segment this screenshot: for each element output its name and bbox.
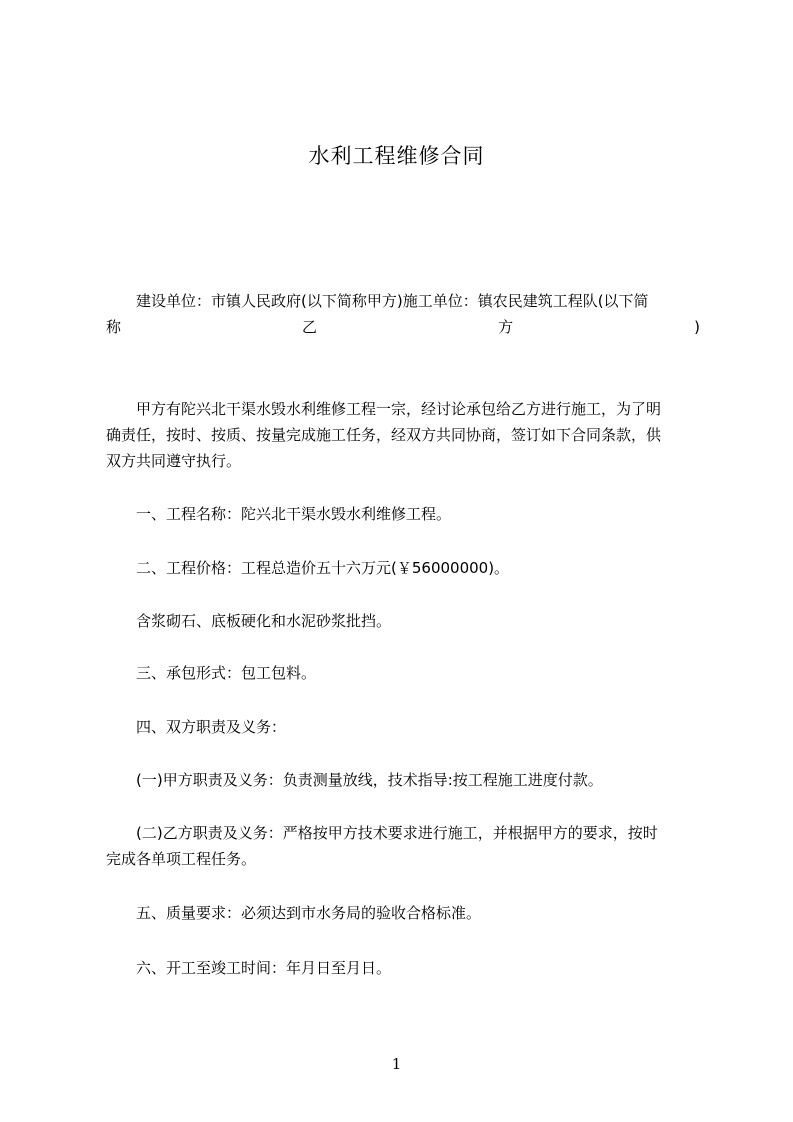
clause-4-1: (一)甲方职责及义务：负责测量放线，技术指导:按工程施工进度付款。	[136, 771, 603, 789]
parties-line-2-part: 方	[498, 318, 514, 336]
parties-line-2-part: 称	[106, 318, 122, 336]
parties-line-2-part: )	[694, 318, 700, 336]
clause-4-2	[106, 820, 700, 872]
intro-line-1: 甲方有陀兴北干渠水毁水利维修工程一宗，经讨论承包给乙方进行施工，为了明	[136, 400, 662, 418]
intro-paragraph	[106, 396, 700, 474]
parties-line-1: 建设单位：市镇人民政府(以下简称甲方)施工单位：镇农民建筑工程队(以下简	[136, 292, 649, 310]
parties-line-2-part: 乙	[302, 318, 318, 336]
clause-4: 四、双方职责及义务：	[136, 718, 287, 736]
intro-line-3: 双方共同遵守执行。	[106, 452, 242, 470]
clause-4-2-line-1: (二)乙方职责及义务：严格按甲方技术要求进行施工，并根据甲方的要求，按时	[136, 824, 658, 842]
parties-paragraph	[106, 288, 700, 340]
clause-3: 三、承包形式：包工包料。	[136, 664, 317, 682]
clause-1: 一、工程名称：陀兴北干渠水毁水利维修工程。	[136, 505, 452, 523]
clause-6: 六、开工至竣工时间：年月日至月日。	[136, 959, 392, 977]
clause-2-note: 含浆砌石、底板硬化和水泥砂浆批挡。	[136, 612, 392, 630]
document-title: 水利工程维修合同	[308, 144, 485, 168]
intro-line-2: 确责任，按时、按质、按量完成施工任务，经双方共同协商，签订如下合同条款，供	[106, 426, 662, 444]
clause-4-2-line-2: 完成各单项工程任务。	[106, 850, 257, 868]
parties-line-2	[106, 314, 700, 340]
clause-5: 五、质量要求：必须达到市水务局的验收合格标准。	[136, 904, 482, 922]
page-number: 1	[391, 1055, 402, 1073]
clause-2: 二、工程价格：工程总造价五十六万元(￥56000000)。	[136, 559, 510, 577]
